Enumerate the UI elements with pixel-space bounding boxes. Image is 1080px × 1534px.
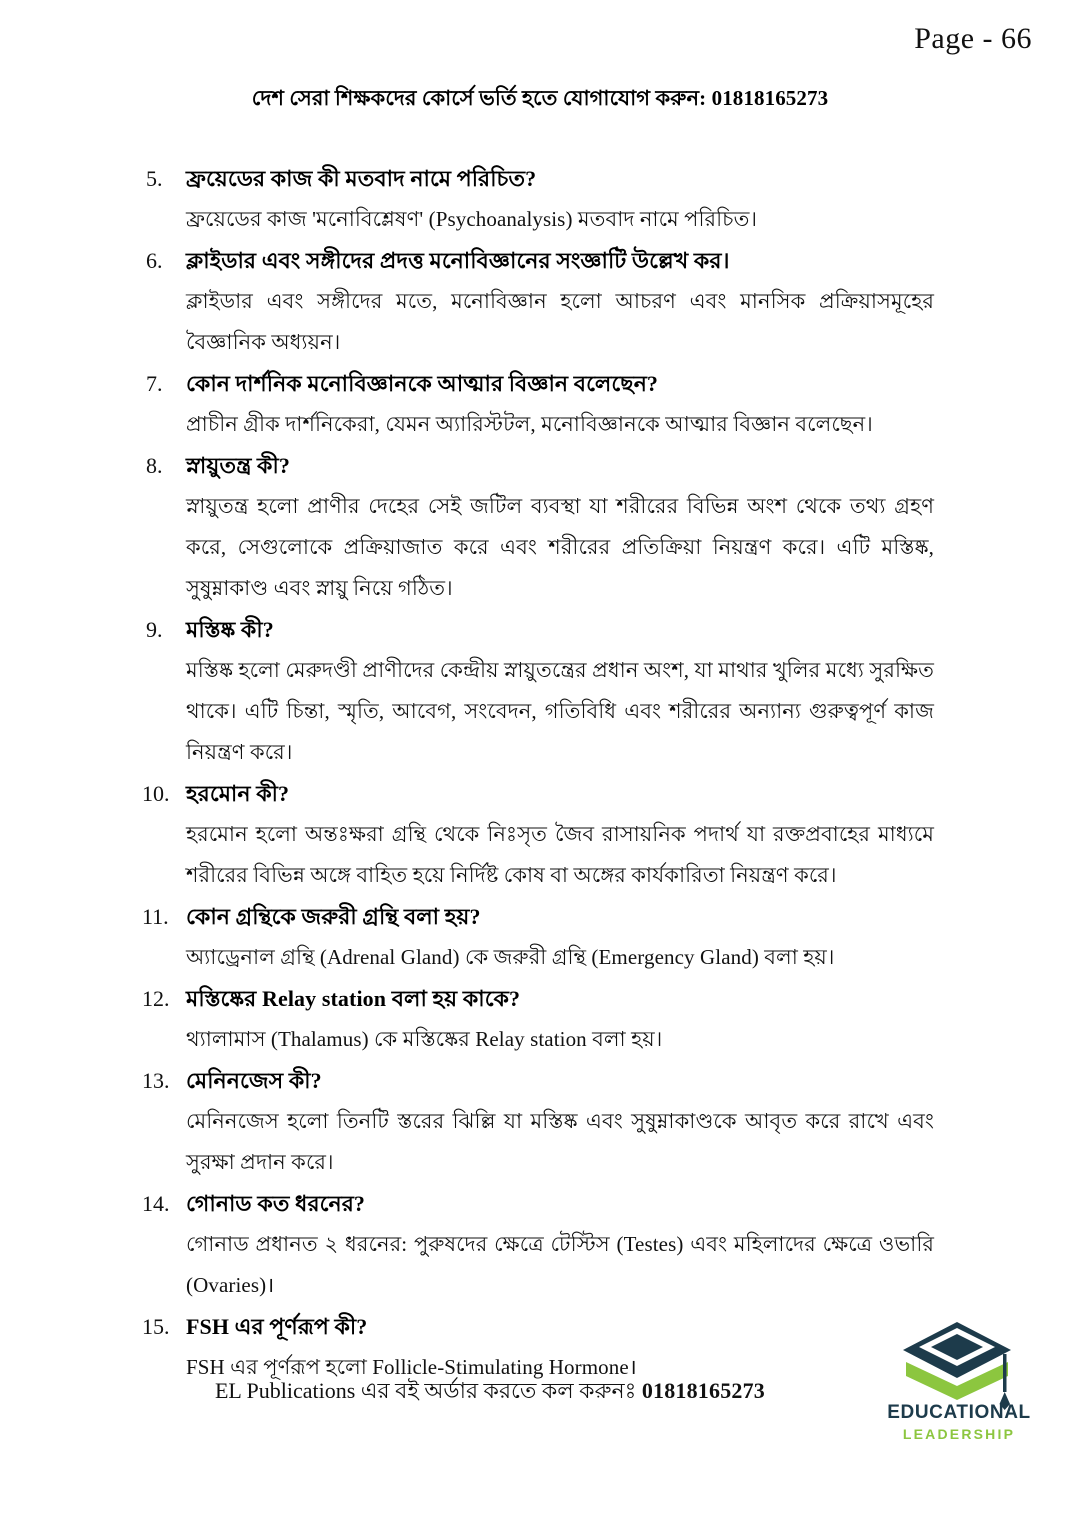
question-number: 8. xyxy=(146,453,163,478)
answer-text: প্রাচীন গ্রীক দার্শনিকেরা, যেমন অ্যারিস্টটল, মনোবিজ্ঞানকে আত্মার বিজ্ঞান বলেছেন। xyxy=(186,412,873,436)
answer-text: FSH এর পূর্ণরূপ হলো Follicle-Stimulating Hormone। xyxy=(186,1355,637,1379)
qa-item xyxy=(140,1062,940,1183)
question-text: কোন দার্শনিক মনোবিজ্ঞানকে আত্মার বিজ্ঞান বলেছেন? xyxy=(186,371,659,396)
answer-text: অ্যাড্রেনাল গ্রন্থি (Adrenal Gland) কে জরুরী গ্রন্থি (Emergency Gland) বলা হয়। xyxy=(186,945,835,969)
qa-item xyxy=(140,242,940,363)
qa-item xyxy=(140,160,940,240)
answer-text: গোনাড প্রধানত ২ ধরনের: পুরুষদের ক্ষেত্রে টেস্টিস (Testes) এবং মহিলাদের ক্ষেত্রে ওভারি (Ovaries)। xyxy=(186,1232,934,1297)
qa-item xyxy=(140,447,940,609)
qa-item xyxy=(140,365,940,445)
educational-leadership-logo xyxy=(884,1314,1034,1464)
question-text: মেনিনজেস কী? xyxy=(186,1068,322,1093)
question-text: কোন গ্রন্থিকে জরুরী গ্রন্থি বলা হয়? xyxy=(186,904,481,929)
question-text: গোনাড কত ধরনের? xyxy=(186,1191,366,1216)
question-number: 10. xyxy=(142,781,170,806)
question-number: 7. xyxy=(146,371,163,396)
answer-text: মেনিনজেস হলো তিনটি স্তরের ঝিল্লি যা মস্তিষ্ক এবং সুষুম্নাকাণ্ডকে আবৃত করে রাখে এবং সুরক্ষা প্রদান করে। xyxy=(186,1109,934,1174)
footer-phone-number: 01818165273 xyxy=(641,1378,766,1403)
question-row xyxy=(140,1185,940,1223)
question-row xyxy=(140,1062,940,1100)
question-row xyxy=(140,160,940,198)
answer-text: ফ্রয়েডের কাজ 'মনোবিশ্লেষণ' (Psychoanalysis) মতবাদ নামে পরিচিত। xyxy=(186,207,758,231)
question-text: FSH এর পূর্ণরূপ কী? xyxy=(186,1314,368,1339)
qa-item xyxy=(140,1185,940,1306)
question-number: 12. xyxy=(142,986,170,1011)
question-row xyxy=(140,775,940,813)
answer-text: মস্তিষ্ক হলো মেরুদণ্ডী প্রাণীদের কেন্দ্রীয় স্নায়ুতন্ত্রের প্রধান অংশ, যা মাথার খুলির মধ্যে সুরক্ষিত থাকে। এটি চিন্তা, স্মৃতি, আবেগ, সংবেদন, গতিবিধি এবং শরীরের অন্যান্য গুরুত্বপূর্ণ কাজ নিয়ন্ত্রণ করে। xyxy=(186,658,934,764)
question-row xyxy=(140,365,940,403)
question-number: 11. xyxy=(142,904,169,929)
question-number: 14. xyxy=(142,1191,170,1216)
logo-name-primary: EDUCATIONAL xyxy=(887,1402,1031,1423)
answer-text: ক্লাইডার এবং সঙ্গীদের মতে, মনোবিজ্ঞান হলো আচরণ এবং মানসিক প্রক্রিয়াসমূহের বৈজ্ঞানিক অধ্যয়ন। xyxy=(186,289,934,354)
question-row xyxy=(140,242,940,280)
question-number: 15. xyxy=(142,1314,170,1339)
question-text: মস্তিষ্ক কী? xyxy=(186,617,274,642)
question-row xyxy=(140,980,940,1018)
question-number: 6. xyxy=(146,248,163,273)
answer-text: স্নায়ুতন্ত্র হলো প্রাণীর দেহের সেই জটিল ব্যবস্থা যা শরীরের বিভিন্ন অংশ থেকে তথ্য গ্রহণ করে, সেগুলোকে প্রক্রিয়াজাত করে এবং শরীরের প্রতিক্রিয়া নিয়ন্ত্রণ করে। এটি মস্তিষ্ক, সুষুম্নাকাণ্ড এবং স্নায়ু নিয়ে গঠিত। xyxy=(186,494,934,600)
question-row xyxy=(140,898,940,936)
answer-text: হরমোন হলো অন্তঃক্ষরা গ্রন্থি থেকে নিঃসৃত জৈব রাসায়নিক পদার্থ যা রক্তপ্রবাহের মাধ্যমে শরীরের বিভিন্ন অঙ্গে বাহিত হয়ে নির্দিষ্ট কোষ বা অঙ্গের কার্যকারিতা নিয়ন্ত্রণ করে। xyxy=(186,822,934,887)
question-number: 9. xyxy=(146,617,163,642)
qa-item xyxy=(140,898,940,978)
question-text: মস্তিষ্কের Relay station বলা হয় কাকে? xyxy=(186,986,521,1011)
answer-text: থ্যালামাস (Thalamus) কে মস্তিষ্কের Relay station বলা হয়। xyxy=(186,1027,663,1051)
question-number: 5. xyxy=(146,166,163,191)
page-number: Page - 66 xyxy=(914,22,1032,55)
question-text: ফ্রয়েডের কাজ কী মতবাদ নামে পরিচিত? xyxy=(186,166,537,191)
question-row xyxy=(140,611,940,649)
footer-order-line xyxy=(140,1374,840,1411)
footer-order-label: EL Publications এর বই অর্ডার করতে কল করুনঃ xyxy=(214,1378,642,1403)
question-row xyxy=(140,447,940,485)
question-text: হরমোন কী? xyxy=(186,781,290,806)
qa-item xyxy=(140,775,940,896)
qa-item xyxy=(140,611,940,773)
question-text: স্নায়ুতন্ত্র কী? xyxy=(186,453,290,478)
question-number: 13. xyxy=(142,1068,170,1093)
page-footer xyxy=(0,1314,1080,1474)
qa-item xyxy=(140,980,940,1060)
question-text: ক্লাইডার এবং সঙ্গীদের প্রদত্ত মনোবিজ্ঞানের সংজ্ঞাটি উল্লেখ কর। xyxy=(186,248,730,273)
logo-name-secondary: LEADERSHIP xyxy=(902,1426,1016,1442)
promo-contact-line: দেশ সেরা শিক্ষকদের কোর্সে ভর্তি হতে যোগাযোগ করুন: 01818165273 xyxy=(251,86,829,110)
qa-list xyxy=(140,160,940,1390)
